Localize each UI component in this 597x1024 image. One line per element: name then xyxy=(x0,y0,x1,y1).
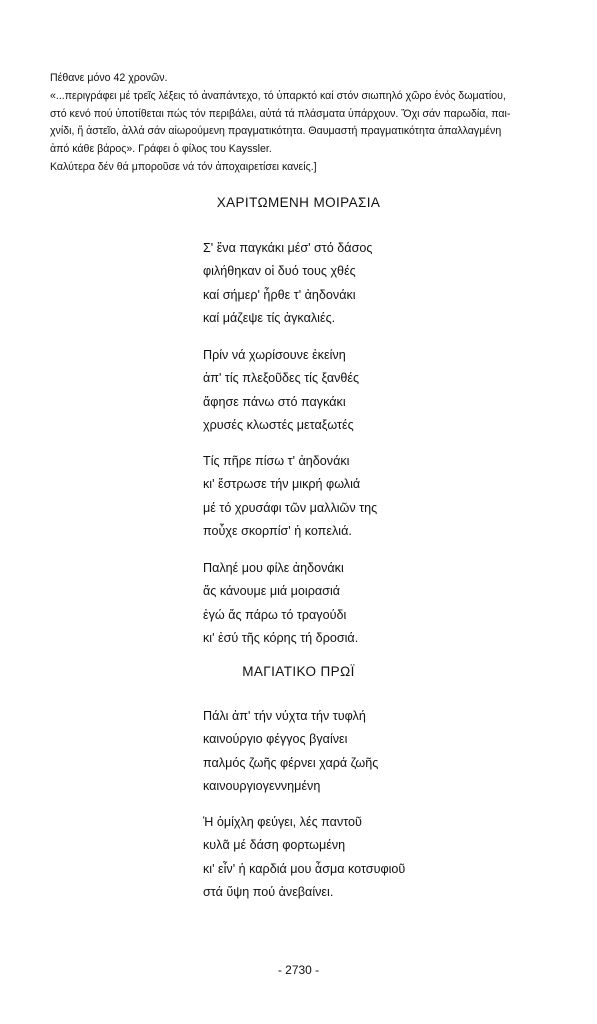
verse-line: ἄς κάνουμε μιά μοιρασιά xyxy=(203,584,341,599)
verse-line: Ἡ ὁμίχλη φεύγει, λές παντοῦ xyxy=(203,815,362,829)
verse-line: Σ' ἕνα παγκάκι μέσ' στό δάσος xyxy=(203,241,373,255)
verse-line: ἐγώ ἄς πάρω τό τραγούδι xyxy=(203,607,347,622)
verse-line: Τίς πῆρε πίσω τ' ἀηδονάκι xyxy=(203,454,350,468)
verse-line: καινουργιογεννημένη xyxy=(203,778,321,793)
verse-line: κι' εἶν' ἡ καρδιά μου ἆσμα κοτσυφιοῦ xyxy=(203,861,406,876)
verse-line: καί σήμερ' ἦρθε τ' ἀηδονάκι xyxy=(203,287,356,302)
intro-line: Πέθανε μόνο 42 χρονῶν. xyxy=(50,72,168,84)
intro-line: χνίδι, ἤ ἀστεῖο, ἀλλά σάν αἰωρούμενη πραγματικότητα. Θαυμαστή πραγματικότητα ἀπαλλαγμένη xyxy=(50,125,502,138)
poem2-stanza-1 xyxy=(203,705,378,798)
verse-line: χρυσές κλωστές μεταξωτές xyxy=(203,417,354,432)
verse-line: Πάλι ἀπ' τήν νύχτα τήν τυφλή xyxy=(203,709,366,723)
poem1-stanza-1 xyxy=(203,237,372,330)
verse-line: ἄφησε πάνω στό παγκάκι xyxy=(203,394,346,409)
verse-line: Πρίν νά χωρίσουνε ἐκείνη xyxy=(203,348,346,362)
intro-paragraph xyxy=(50,70,560,177)
verse-line: παλμός ζωῆς φέρνει χαρά ζωῆς xyxy=(203,755,379,770)
page-number: - 2730 - xyxy=(277,963,320,977)
intro-line: «...περιγράφει μέ τρεῖς λέξεις τό ἀναπάντεχο, τό ὑπαρκτό καί στόν σιωπηλό χῶρο ἑνός δωματίου, xyxy=(50,89,506,102)
intro-line: στό κενό πού ὑποτίθεται πώς τόν περιβάλει, αὐτά τά πλάσματα ὑπάρχουν. Ὄχι σάν παρωδία, παι- xyxy=(50,107,511,120)
intro-line: ἀπό κάθε βάρος». Γράφει ὁ φίλος του Kayssler. xyxy=(50,143,272,156)
verse-line: κυλᾶ μέ δάση φορτωμένη xyxy=(203,838,346,853)
poem2-stanza-2 xyxy=(203,811,405,904)
verse-line: κι' ἐσύ τῆς κόρης τή δροσιά. xyxy=(203,630,359,645)
poem1-stanza-2 xyxy=(203,344,359,437)
verse-line: φιλήθηκαν οἱ δυό τους χθές xyxy=(203,264,356,279)
verse-line: Παληέ μου φίλε ἀηδονάκι xyxy=(203,561,344,575)
poem1-stanza-4 xyxy=(203,557,358,650)
poem1-title: ΧΑΡΙΤΩΜΕΝΗ ΜΟΙΡΑΣΙΑ xyxy=(216,195,381,210)
verse-line: καινούργιο φέγγος βγαίνει xyxy=(203,732,348,747)
verse-line: στά ὕψη πού ἀνεβαίνει. xyxy=(203,884,334,899)
poem2-title: ΜΑΓΙΑΤΙΚΟ ΠΡΩΪ xyxy=(242,664,355,679)
verse-line: κι' ἔστρωσε τήν μικρή φωλιά xyxy=(203,477,361,492)
poem1-stanza-3 xyxy=(203,450,377,543)
verse-line: καί μάζεψε τίς ἀγκαλιές. xyxy=(203,310,336,325)
verse-line: ἀπ' τίς πλεξοῦδες τίς ξανθές xyxy=(203,371,360,386)
intro-line: Καλύτερα δέν θά μποροῦσε νά τόν ἀποχαιρετίσει κανείς.] xyxy=(50,160,317,173)
verse-line: μέ τό χρυσάφι τῶν μαλλιῶν της xyxy=(203,500,378,515)
verse-line: ποὖχε σκορπίσ' ἡ κοπελιά. xyxy=(203,523,352,538)
